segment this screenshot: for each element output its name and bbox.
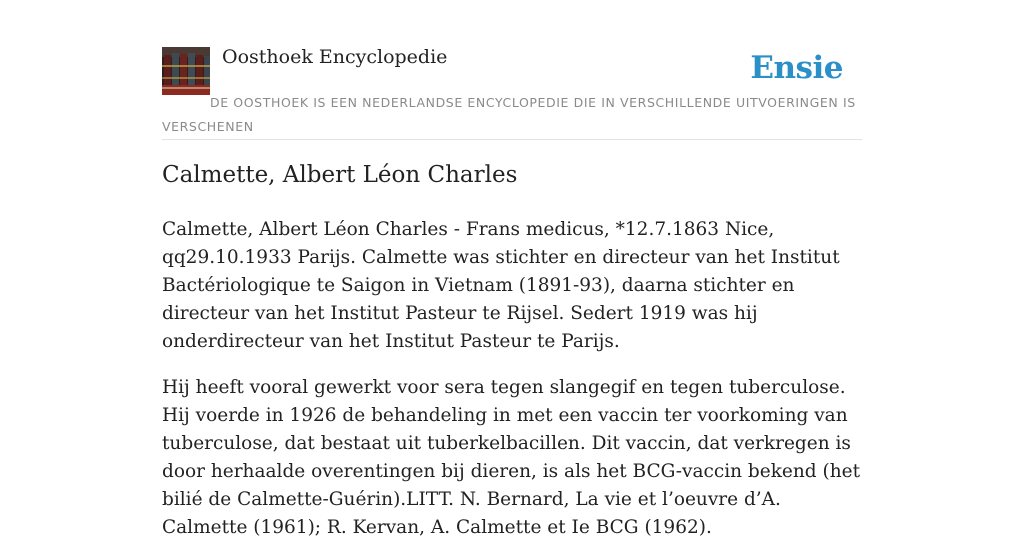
book-spines-icon [162,47,210,95]
source-tagline: DE OOSTHOEK IS EEN NEDERLANDSE ENCYCLOPEDIE DIE IN VERSCHILLENDE UITVOERINGEN IS VERSCHENEN [162,95,856,134]
source-name[interactable]: Oosthoek Encyclopedie [222,46,448,68]
article-paragraph: Hij heeft vooral gewerkt voor sera tegen slangegif en tegen tuberculose. Hij voerde in 1926 de behandeling in met een vaccin ter voorkoming van tuberculose, dat bestaat uit tuberkelbacillen. Dit vaccin, dat verkregen is door herhaalde overentingen bij dieren, is als het BCG-vaccin bekend (het bilié de Calmette-Guérin).LITT. N. Bernard, La vie et l’oeuvre d’A. Calmette (1961); R. Kervan, A. Calmette et Ie BCG (1962). [162,377,861,538]
brand-logo[interactable]: Ensie [750,50,843,86]
header-divider [162,139,862,140]
source-avatar[interactable] [162,47,210,95]
article-paragraph: Calmette, Albert Léon Charles - Frans medicus, *12.7.1863 Nice, qq29.10.1933 Parijs. Calmette was stichter en directeur van het Institut Bactériologique te Saigon in Vietnam (1891-93), daarna stichter en directeur van het Institut Pasteur te Rijsel. Sedert 1919 was hij onderdirecteur van het Institut Pasteur te Parijs. [162,219,840,352]
article-title: Calmette, Albert Léon Charles [162,162,518,188]
article-body [162,216,868,560]
